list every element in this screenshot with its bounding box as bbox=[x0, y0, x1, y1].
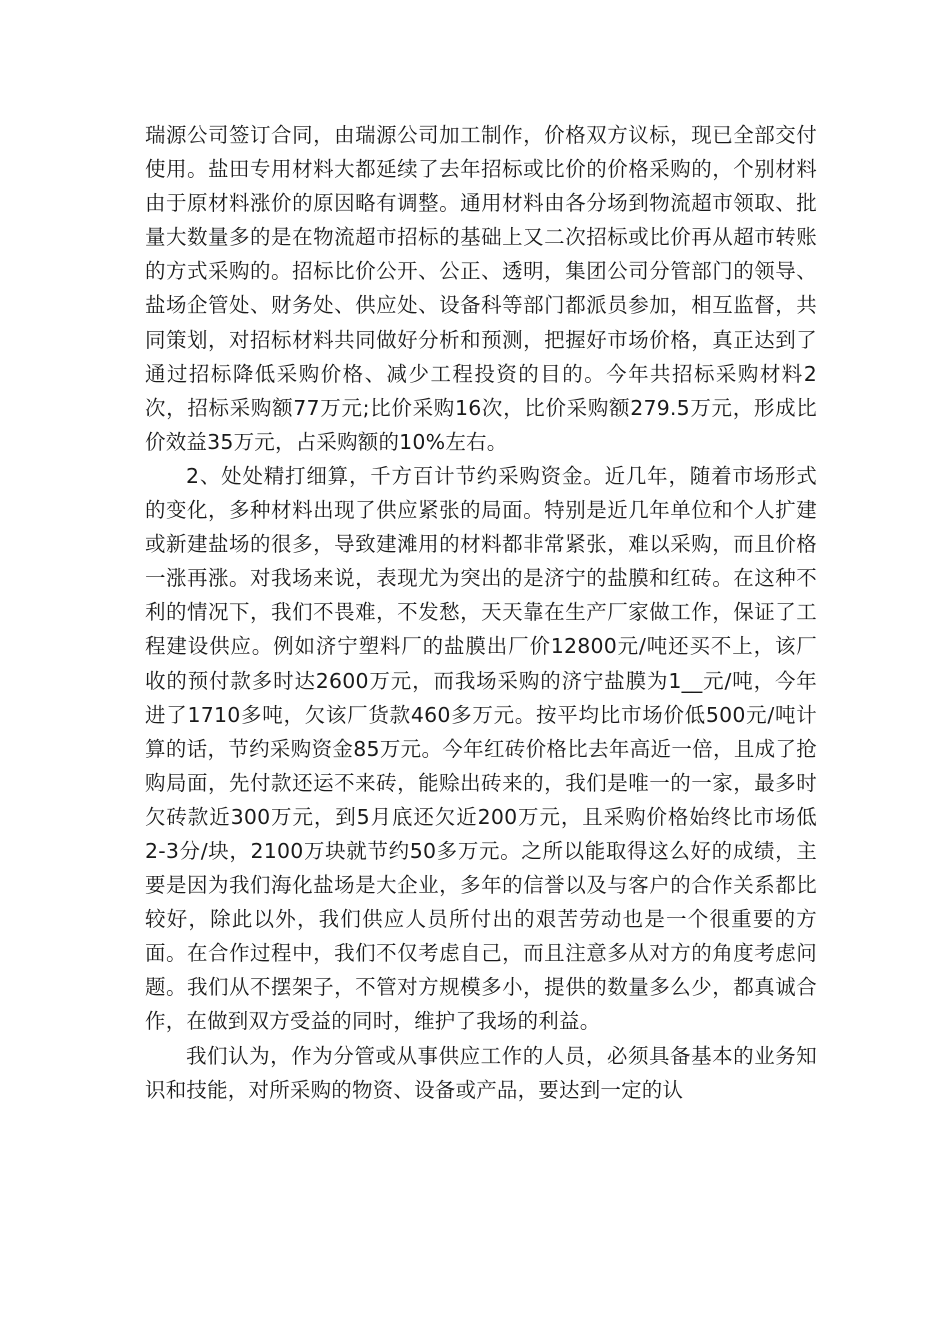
paragraph-cost-saving: 2、处处精打细算，千方百计节约采购资金。近几年，随着市场形式的变化，多种材料出现了供应紧张的局面。特别是近几年单位和个人扩建或新建盐场的很多，导致建滩用的材料都非常紧张，难以采购，而且价格一涨再涨。对我场来说，表现尤为突出的是济宁的盐膜和红砖。在这种不利的情况下，我们不畏难，不发愁，天天靠在生产厂家做工作，保证了工程建设供应。例如济宁塑料厂的盐膜出厂价12800元/吨还买不上，该厂收的预付款多时达2600万元，而我场采购的济宁盐膜为1__元/吨，今年进了1710多吨，欠该厂货款460多万元。按平均比市场价低500元/吨计算的话，节约采购资金85万元。今年红砖价格比去年高近一倍，且成了抢购局面，先付款还运不来砖，能赊出砖来的，我们是唯一的一家，最多时欠砖款近300万元，到5月底还欠近200万元，且采购价格始终比市场低2-3分/块，2100万块就节约50多万元。之所以能取得这么好的成绩，主要是因为我们海化盐场是大企业，多年的信誉以及与客户的合作关系都比较好，除此以外，我们供应人员所付出的艰苦劳动也是一个很重要的方面。在合作过程中，我们不仅考虑自己，而且注意多从对方的角度考虑问题。我们从不摆架子，不管对方规模多小，提供的数量多么少，都真诚合作，在做到双方受益的同时，维护了我场的利益。 bbox=[145, 463, 817, 1034]
document-body bbox=[145, 118, 817, 1107]
paragraph-continuation: 瑞源公司签订合同，由瑞源公司加工制作，价格双方议标，现已全部交付使用。盐田专用材料大都延续了去年招标或比价的价格采购的，个别材料由于原材料涨价的原因略有调整。通用材料由各分场到物流超市领取、批量大数量多的是在物流超市招标的基础上又二次招标或比价再从超市转账的方式采购的。招标比价公开、公正、透明，集团公司分管部门的领导、盐场企管处、财务处、供应处、设备科等部门都派员参加，相互监督，共同策划，对招标材料共同做好分析和预测，把握好市场价格，真正达到了通过招标降低采购价格、减少工程投资的目的。今年共招标采购材料2次，招标采购额77万元;比价采购16次，比价采购额279.5万元，形成比价效益35万元，占采购额的10%左右。 bbox=[145, 123, 817, 454]
paragraph-staff-skills: 我们认为，作为分管或从事供应工作的人员，必须具备基本的业务知识和技能，对所采购的物资、设备或产品，要达到一定的认 bbox=[145, 1043, 817, 1102]
